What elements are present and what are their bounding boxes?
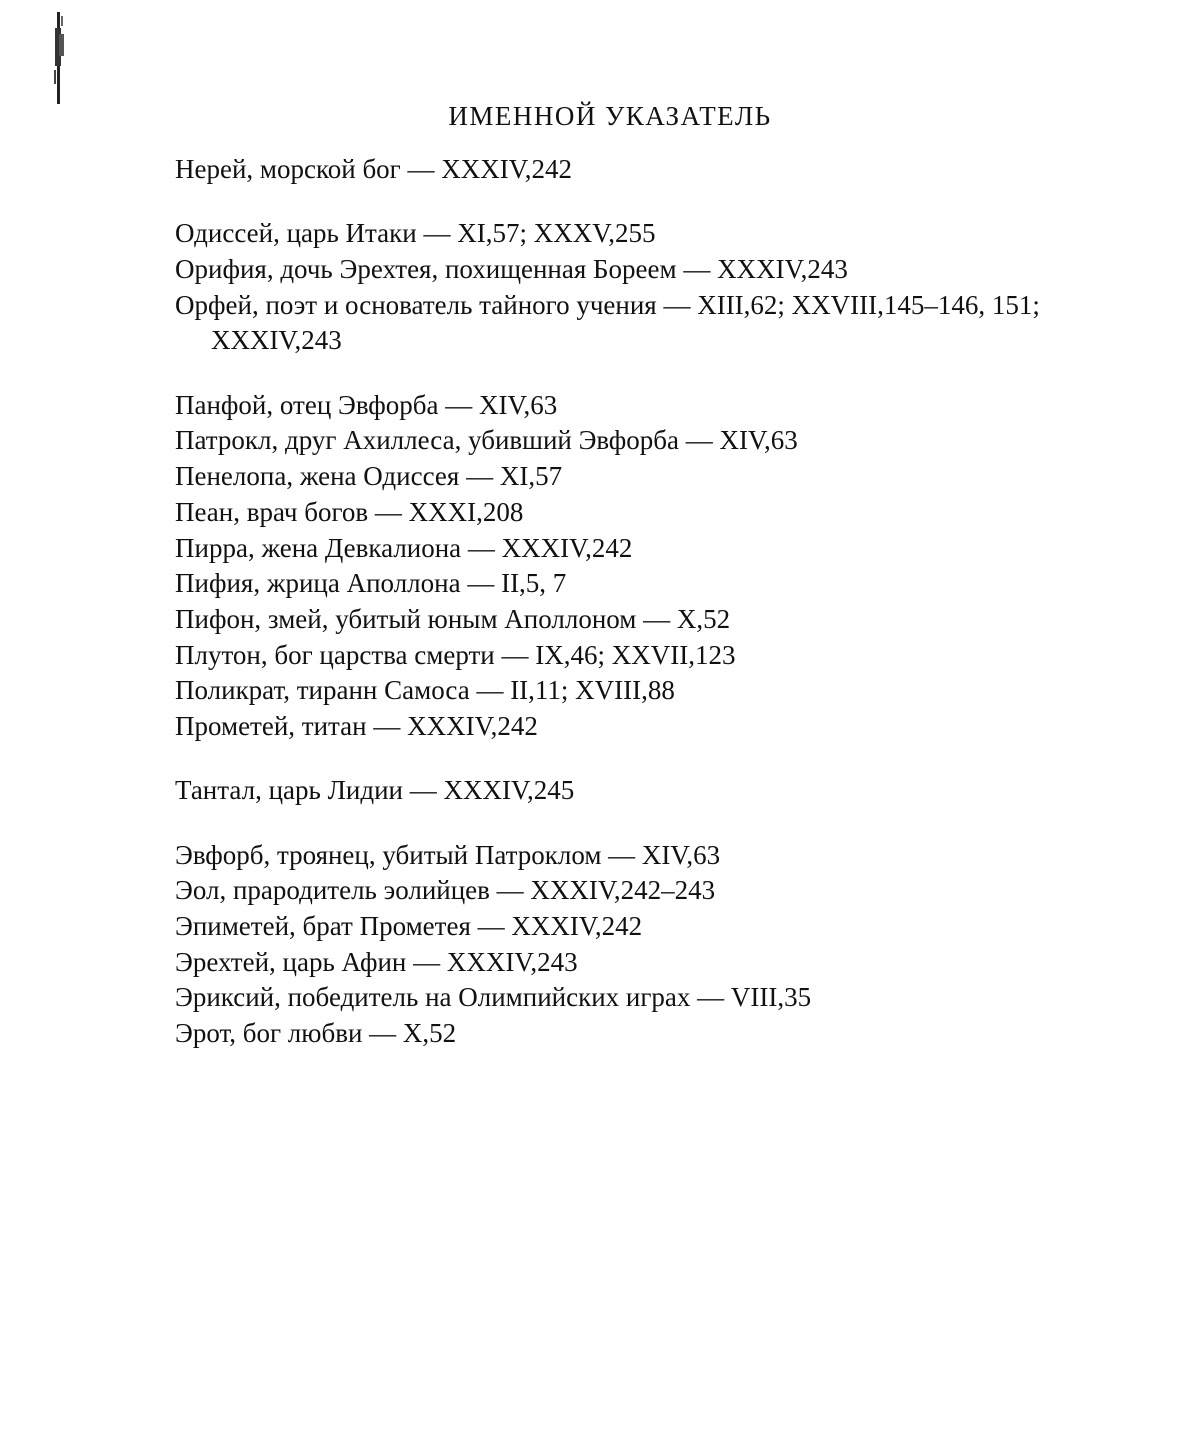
index-entry: Патрокл, друг Ахиллеса, убивший Эвфорба — XIV,63 xyxy=(175,425,798,456)
entry-references: XXXIV,242–243 xyxy=(530,875,716,906)
entry-name: Эвфорб xyxy=(175,839,264,870)
entry-name: Орифия xyxy=(175,254,267,284)
index-entry: Нерей, морской бог — XXXIV,242 xyxy=(175,154,573,184)
entry-name: Панфой xyxy=(175,389,267,420)
entry-references: X,52 xyxy=(676,603,731,634)
entry-description: морской бог xyxy=(259,154,401,184)
entry-references: XIV,63 xyxy=(641,839,721,870)
entry-name: Эпиметей xyxy=(175,911,290,942)
entry-description: отец Эвфорба xyxy=(279,389,439,420)
entry-description: бог царства смерти xyxy=(274,639,495,670)
entry-name: Пирра xyxy=(175,532,248,563)
entry-references: IX,46; XXVII,123 xyxy=(535,639,736,670)
index-letter-group xyxy=(175,773,1075,809)
entry-name: Одиссей xyxy=(175,218,274,249)
entry-references: XXXIV,243 xyxy=(717,254,848,284)
index-entry: Панфой, отец Эвфорба — XIV,63 xyxy=(175,389,558,420)
index-entry: Пирра, жена Девкалиона — XXXIV,242 xyxy=(175,532,633,563)
entry-name: Эриксий xyxy=(175,982,275,1013)
entry-name: Прометей xyxy=(175,711,289,742)
entry-name: Пифон xyxy=(175,603,255,634)
entry-description: брат Прометея xyxy=(302,911,471,942)
entry-description: друг Ахиллеса, убивший Эвфорба xyxy=(285,425,680,456)
index-entry: Орфей, поэт и основатель тайного учения — XIII,62; XXVIII,145–146, 151; XXXIV,243 xyxy=(175,289,1040,356)
index-entry: Пеан, врач богов — XXXI,208 xyxy=(175,496,524,527)
index-entry: Эол, прародитель эолийцев — XXXIV,242–243 xyxy=(175,875,716,906)
entry-description: царь Итаки xyxy=(286,218,417,249)
entry-description: тиранн Самоса xyxy=(296,675,470,706)
name-index xyxy=(175,152,1075,1080)
entry-references: XXXIV,242 xyxy=(441,154,573,184)
entry-name: Поликрат xyxy=(175,675,284,706)
entry-description: жена Девкалиона xyxy=(261,532,462,563)
scan-edge-mark xyxy=(50,8,68,108)
entry-description: царь Лидии xyxy=(268,775,403,806)
entry-description: врач богов xyxy=(246,496,369,527)
page-title: ИМЕННОЙ УКАЗАТЕЛЬ xyxy=(448,101,772,131)
entry-description: змей, убитый юным Аполлоном xyxy=(267,603,637,634)
entry-description: поэт и основатель тайного учения xyxy=(265,289,657,320)
entry-name: Патрокл xyxy=(175,425,272,456)
index-entry: Орифия, дочь Эрехтея, похищенная Бореем — XXXIV,243 xyxy=(175,254,848,284)
entry-references: XIV,63 xyxy=(478,389,558,420)
entry-references: XIV,63 xyxy=(719,425,798,456)
entry-description: троянец, убитый Патроклом xyxy=(276,839,602,870)
entry-name: Пенелопа xyxy=(175,461,287,492)
entry-name: Эрехтей xyxy=(175,946,270,977)
index-letter-group xyxy=(175,838,1075,1052)
entry-description: прародитель эолийцев xyxy=(232,875,490,906)
entry-references: XXXIV,245 xyxy=(443,775,575,806)
entry-name: Эрот xyxy=(175,1018,230,1049)
entry-references: XXXI,208 xyxy=(408,496,524,527)
index-letter-group xyxy=(175,152,1075,188)
index-entry: Эвфорб, троянец, убитый Патроклом — XIV,63 xyxy=(175,839,721,870)
index-entry: Одиссей, царь Итаки — XI,57; XXXV,255 xyxy=(175,218,656,249)
entry-description: жрица Аполлона xyxy=(266,568,461,599)
entry-name: Эол xyxy=(175,875,220,906)
index-entry: Поликрат, тиранн Самоса — II,11; XVIII,88 xyxy=(175,675,675,706)
entry-name: Плутон xyxy=(175,639,261,670)
entry-description: победитель на Олимпийских играх xyxy=(287,982,691,1013)
entry-references: X,52 xyxy=(402,1018,457,1049)
entry-name: Пифия xyxy=(175,568,254,599)
entry-description: жена Одиссея xyxy=(299,461,460,492)
index-entry: Пифия, жрица Аполлона — II,5, 7 xyxy=(175,568,567,599)
index-entry: Эпиметей, брат Прометея — XXXIV,242 xyxy=(175,911,643,942)
entry-name: Пеан xyxy=(175,496,234,527)
entry-references: XI,57; XXXV,255 xyxy=(457,218,656,249)
index-entry: Пенелопа, жена Одиссея — XI,57 xyxy=(175,461,563,492)
entry-references: XXXIV,242 xyxy=(407,711,538,742)
index-entry: Эрот, бог любви — X,52 xyxy=(175,1018,457,1049)
entry-references: XXXIV,242 xyxy=(511,911,643,942)
index-entry: Эрехтей, царь Афин — XXXIV,243 xyxy=(175,946,578,977)
index-entry: Пифон, змей, убитый юным Аполлоном — X,52 xyxy=(175,603,731,634)
entry-name: Нерей xyxy=(175,154,247,184)
entry-name: Тантал xyxy=(175,775,256,806)
entry-description: дочь Эрехтея, похищенная Бореем xyxy=(280,254,677,284)
entry-description: царь Афин xyxy=(282,946,407,977)
entry-references: XXXIV,243 xyxy=(446,946,578,977)
entry-references: XXXIV,242 xyxy=(501,532,633,563)
index-letter-group xyxy=(175,388,1075,745)
index-entry: Плутон, бог царства смерти — IX,46; XXVII,123 xyxy=(175,639,736,670)
entry-references: II,5, 7 xyxy=(501,568,567,599)
entry-references: II,11; XVIII,88 xyxy=(510,675,675,706)
entry-references: XI,57 xyxy=(499,461,563,492)
entry-description: бог любви xyxy=(242,1018,363,1049)
index-entry: Эриксий, победитель на Олимпийских играх — VIII,35 xyxy=(175,982,812,1013)
entry-description: титан xyxy=(301,711,367,742)
index-entry: Прометей, титан — XXXIV,242 xyxy=(175,711,538,742)
entry-references: VIII,35 xyxy=(730,982,812,1013)
entry-references: XIII,62; XXVIII,145–146, 151; XXXIV,243 xyxy=(211,289,1040,356)
index-letter-group xyxy=(175,216,1075,359)
entry-name: Орфей xyxy=(175,289,252,320)
index-entry: Тантал, царь Лидии — XXXIV,245 xyxy=(175,775,575,806)
